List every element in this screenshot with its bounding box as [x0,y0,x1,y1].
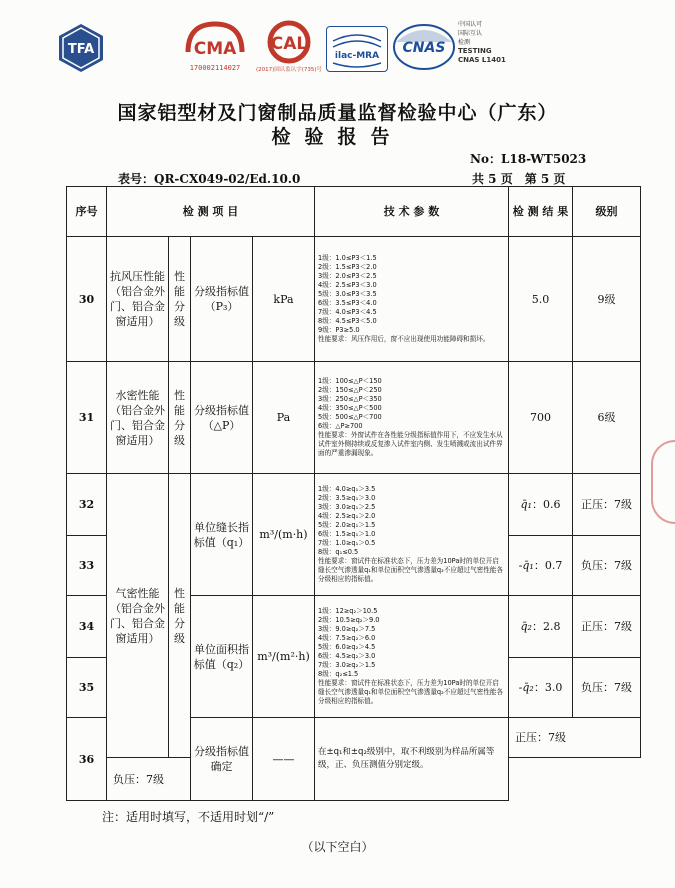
result-symbol: q̄₁ [520,498,532,511]
svg-text:ilac-MRA: ilac-MRA [334,51,380,61]
form-number: 表号：QR-CX049-02/Ed.10.0 [118,172,301,186]
seq-cell: 33 [67,536,107,596]
item-cell: 气密性能（铝合金外门、铝合金窗适用） [107,474,169,758]
sub-item-cell: 分级指标值（P₃） [191,237,253,362]
tfa-logo [55,22,107,74]
page-count: 共 5 页 第 5 页 [472,172,566,186]
spec-cell: 在±q₁和±q₂级别中，取不利级别为样品所属等级，正、负压测值分别定级。 [315,718,509,801]
result-cell: q̄₂：2.8 [509,596,573,658]
category-cell: 性能分级 [169,237,191,362]
logo-row [0,18,675,78]
footer-note: 注：适用时填写，不适用时划“/” [102,810,275,824]
seq-cell: 36 [67,718,107,801]
table-row [67,474,641,536]
unit-cell: —— [253,718,315,801]
result-symbol: q̄₂ [520,620,532,633]
grade-cell: 负压：7级 [573,536,641,596]
grade-cell: 6级 [573,362,641,474]
svg-text:CNAS: CNAS [402,40,446,56]
result-symbol: -q̄₁ [518,559,534,572]
spec-cell: 1级：12≥q₂＞10.5 2级：10.5≥q₂＞9.0 3级：9.0≥q₂＞7.5 4级：7.5≥q₂＞6.0 5级：6.0≥q₂＞4.5 6级：4.5≥q₂＞3.0 7级：3.0≥q₂＞1.5 8级：q₂≤1.5 性能要求：窗试件在标准状态下，压力差为10Pa时的单位开启缝长空气渗透量q₁和单位面积空气渗透量q₂不应超过气密性能各分级相应的指标值。 [315,596,509,718]
sub-item-cell: 单位面积指标值（q₂） [191,596,253,718]
col-item: 检 测 项 目 [107,187,315,237]
header-row [67,187,641,237]
unit-cell: m³/(m²·h) [253,596,315,718]
cnas-logo [392,22,456,72]
spec-cell: 1级：4.0≥q₁＞3.5 2级：3.5≥q₁＞3.0 3级：3.0≥q₁＞2.5 4级：2.5≥q₁＞2.0 5级：2.0≥q₁＞1.5 6级：1.5≥q₁＞1.0 7级：1.0≥q₁＞0.5 8级：q₁≤0.5 性能要求：窗试件在标准状态下，压力差为10Pa时的单位开启缝长空气渗透量q₁和单位面积空气渗透量q₂不应超过气密性能各分级相应的指标值。 [315,474,509,596]
unit-cell: Pa [253,362,315,474]
report-title: 国家铝型材及门窗制品质量监督检验中心（广东） [117,102,558,124]
ilac-mra-logo [326,26,388,72]
grade-positive-cell: 正压：7级 [509,718,641,758]
col-grade: 级别 [573,187,641,237]
spec-cell: 1级：100≤△P＜150 2级：150≤△P＜250 3级：250≤△P＜350 4级：350≤△P＜500 5级：500≤△P＜700 6级：△P≥700 性能要求：外窗试件在各性能分级指标值作用下，不应发生水从试件室外侧持续或反复渗入试件室内侧、发生喷溅或流出试件界面的严重渗漏现象。 [315,362,509,474]
unit-cell: kPa [253,237,315,362]
report-subtitle: 检验报告 [271,126,404,148]
cnas-accreditation-text: 中国认可 国际互认 检测 TESTING CNAS L1401 [458,21,506,64]
grade-cell: 负压：7级 [573,658,641,718]
seal-stamp-edge [651,440,675,524]
col-result: 检 测 结 果 [509,187,573,237]
result-cell: 5.0 [509,237,573,362]
cma-logo [180,18,250,76]
svg-text:CAL: CAL [270,34,308,54]
svg-text:(2017)国认监认字(735)号: (2017)国认监认字(735)号 [255,67,323,73]
seq-cell: 32 [67,474,107,536]
cal-logo [254,18,324,76]
grade-negative-cell: 负压：7级 [107,758,191,801]
category-cell: 性能分级 [169,474,191,758]
col-seq: 序号 [67,187,107,237]
result-symbol: -q̄₂ [518,681,534,694]
item-cell: 水密性能（铝合金外门、铝合金窗适用） [107,362,169,474]
seq-cell: 31 [67,362,107,474]
col-spec: 技 术 参 数 [315,187,509,237]
grade-cell: 9级 [573,237,641,362]
seq-cell: 34 [67,596,107,658]
blank-marker: （以下空白） [301,840,374,854]
svg-text:170002114027: 170002114027 [189,64,241,72]
result-cell: q̄₁：0.6 [509,474,573,536]
table-row [67,362,641,474]
seq-cell: 30 [67,237,107,362]
sub-item-cell: 分级指标值（△P） [191,362,253,474]
table-row [67,237,641,362]
result-cell: 700 [509,362,573,474]
sub-item-cell: 单位缝长指标值（q₁） [191,474,253,596]
sub-item-cell: 分级指标值确定 [191,718,253,801]
result-cell: -q̄₂：3.0 [509,658,573,718]
spec-cell: 1级：1.0≤P3＜1.5 2级：1.5≤P3＜2.0 3级：2.0≤P3＜2.5 4级：2.5≤P3＜3.0 5级：3.0≤P3＜3.5 6级：3.5≤P3＜4.0 7级：4.0≤P3＜4.5 8级：4.5≤P3＜5.0 9级：P3≥5.0 性能要求：风压作用后，窗不应出现使用功能障碍和损坏。 [315,237,509,362]
grade-cell: 正压：7级 [573,596,641,658]
result-cell: -q̄₁：0.7 [509,536,573,596]
unit-cell: m³/(m·h) [253,474,315,596]
category-cell: 性能分级 [169,362,191,474]
item-cell: 抗风压性能（铝合金外门、铝合金窗适用） [107,237,169,362]
svg-text:CMA: CMA [193,39,237,59]
grade-cell: 正压：7级 [573,474,641,536]
svg-text:TFA: TFA [67,42,95,57]
seq-cell: 35 [67,658,107,718]
inspection-table [66,186,641,801]
report-number: No：L18-WT5023 [470,152,587,166]
